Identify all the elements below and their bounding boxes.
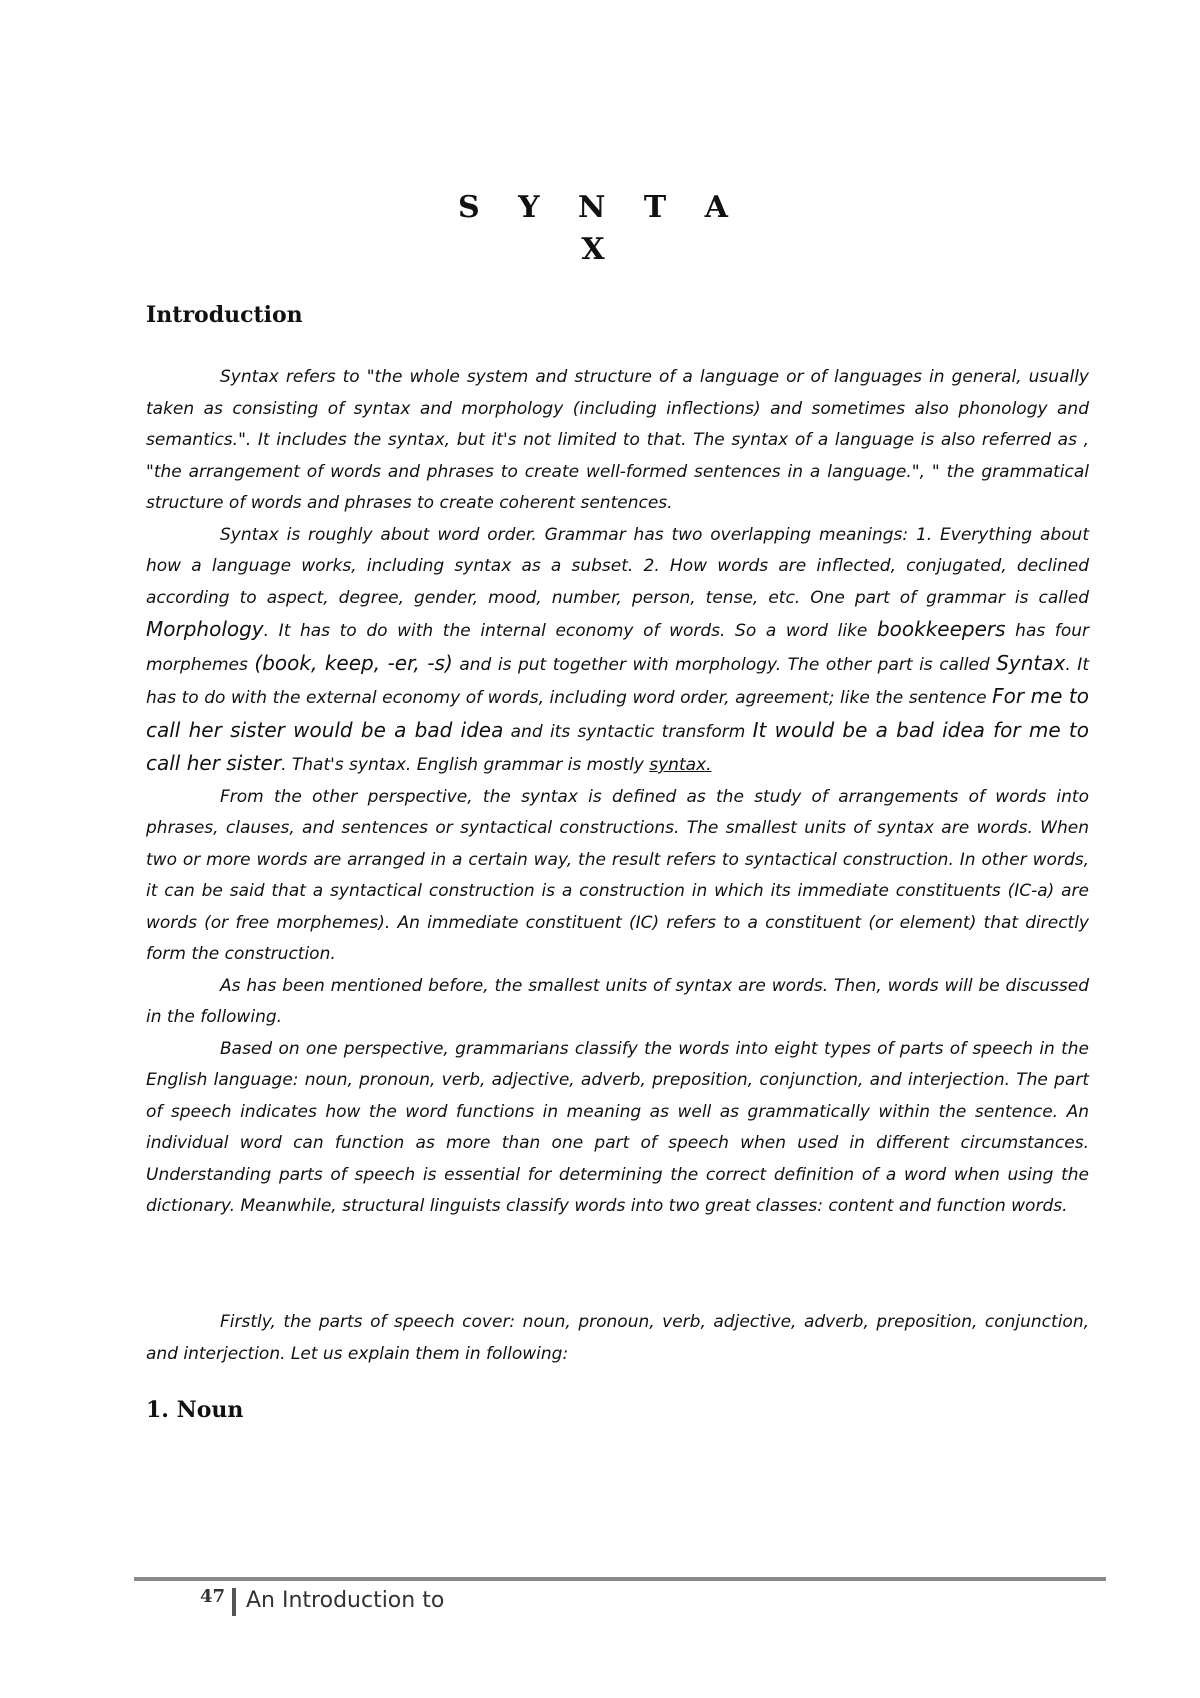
- example-sentence-2: It would be a bad idea for me to call her sister: [146, 717, 1090, 775]
- paragraph-text: has four morphemes: [146, 621, 1089, 675]
- term-bookkeepers: bookkeepers: [876, 617, 1006, 641]
- paragraph-smallest-units: As has been mentioned before, the smallest units of syntax are words. Then, words will be discussed in the following.: [146, 975, 1089, 1027]
- document-title-line-2: X: [581, 232, 619, 267]
- paragraph-text: . That's syntax. English grammar is mostly: [281, 755, 650, 775]
- paragraph-firstly: Firstly, the parts of speech cover: noun, pronoun, verb, adjective, adverb, preposition, conjunction, and interjection. Let us explain them in following:: [146, 1312, 1089, 1364]
- paragraph-text: and its syntactic transform: [503, 721, 753, 742]
- term-syntax: Syntax: [996, 650, 1066, 675]
- introduction-body: [146, 362, 1089, 1223]
- term-morphemes: (book, keep, -er, -s): [254, 650, 453, 675]
- underlined-syntax: syntax.: [649, 755, 712, 775]
- footer-rule: [134, 1577, 1106, 1581]
- paragraph-text: . It has to do with the external economy of words, including word order, agreement; like the sentence: [146, 654, 1089, 708]
- running-title: An Introduction to: [246, 1588, 445, 1613]
- example-sentence-1: For me to call her sister would be a bad idea: [146, 684, 1089, 742]
- paragraph-definition: Syntax refers to "the whole system and structure of a language or of languages in general, usually taken as consisting of syntax and morphology (including inflections) and sometimes also phonology and semantics.". It includes the syntax, but it's not limited to that. The syntax of a language is also referred as , "the arrangement of words and phrases to create well-formed sentences in a language.", " the grammatical structure of words and phrases to create coherent sentences.: [146, 367, 1089, 513]
- footer-divider: [232, 1588, 236, 1616]
- page-number: 47: [200, 1586, 226, 1607]
- introduction-heading: Introduction: [146, 302, 303, 328]
- term-morphology: Morphology: [146, 617, 264, 641]
- paragraph-perspective: From the other perspective, the syntax is defined as the study of arrangements of words into phrases, clauses, and sentences or syntactical constructions. The smallest units of syntax are words. When two or more words are arranged in a certain way, the result refers to syntactical construction. In other words, it can be said that a syntactical construction is a construction in which its immediate constituents (IC-a) are words (or free morphemes). An immediate constituent (IC) refers to a constituent (or element) that directly form the construction.: [146, 786, 1089, 964]
- noun-heading: 1. Noun: [146, 1397, 244, 1423]
- document-title-line-1: S Y N T A: [458, 190, 742, 225]
- paragraph-text: and is put together with morphology. The other part is called: [452, 654, 997, 675]
- paragraph-text: Syntax is roughly about word order. Grammar has two overlapping meanings: 1. Everything about how a language works, including syntax as a subset. 2. How words are inflected, conjugated, declined according to aspect, degree, gender, mood, number, person, tense, etc. One part of grammar is called: [146, 524, 1089, 608]
- paragraph-text: . It has to do with the internal economy of words. So a word like: [263, 621, 877, 641]
- paragraph-parts-of-speech: Based on one perspective, grammarians classify the words into eight types of parts of speech in the English language: noun, pronoun, verb, adjective, adverb, preposition, conjunction, and interjection. The part of speech indicates how the word functions in meaning as well as grammatically within the sentence. An individual word can function as more than one part of speech when used in different circumstances. Understanding parts of speech is essential for determining the correct definition of a word when using the dictionary. Meanwhile, structural linguists classify words into two great classes: content and function words.: [146, 1038, 1089, 1216]
- parts-of-speech-intro: [146, 1307, 1089, 1370]
- paragraph-word-order: [146, 520, 1089, 782]
